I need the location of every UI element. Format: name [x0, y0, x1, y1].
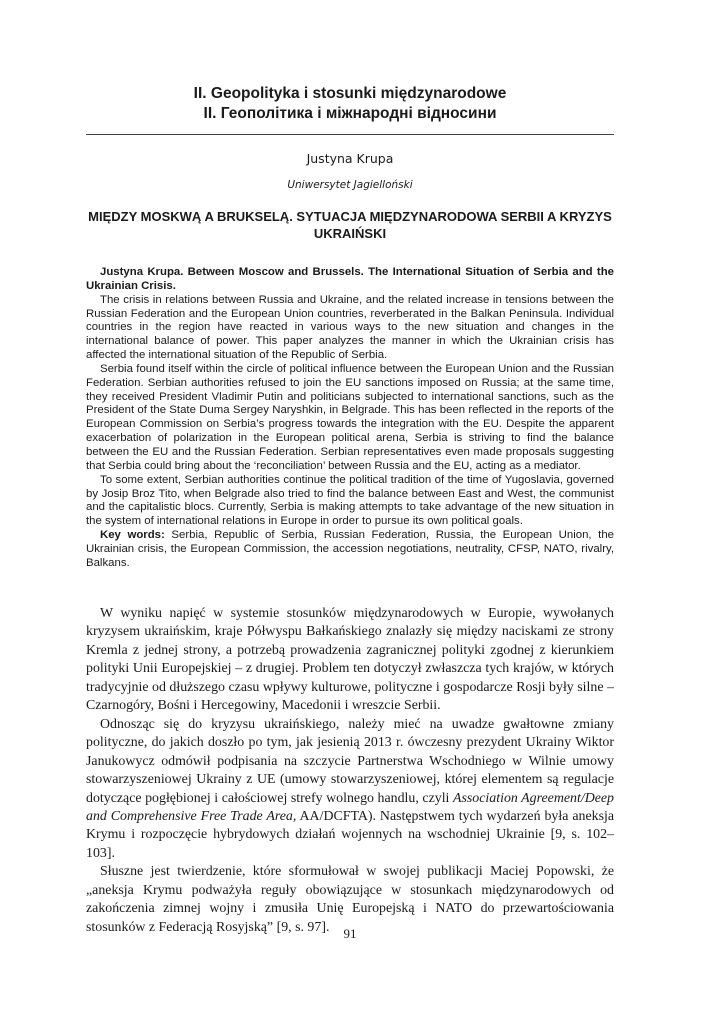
header-divider	[86, 134, 614, 135]
keywords-label: Key words:	[100, 529, 165, 542]
abstract-heading: Justyna Krupa. Between Moscow and Brussels. The International Situation of Serbia and the Ukrainian Crisis.	[86, 266, 614, 292]
article-title: MIĘDZY MOSKWĄ A BRUKSELĄ. SYTUACJA MIĘDZYNARODOWA SERBII A KRYZYS UKRAIŃSKI	[88, 209, 612, 241]
keywords-list: Serbia, Republic of Serbia, Russian Federation, Russia, the European Union, the Ukrainian crisis, the European Commission, the accession negotiations, neutrality, CFSP, NATO, rivalry, Balkans.	[86, 529, 615, 569]
section-heading-ukrainian: II. Геополітика і міжнародні відносини	[203, 105, 497, 122]
author-name: Justyna Krupa	[306, 151, 394, 166]
abstract-paragraph-3: To some extent, Serbian authorities continue the political tradition of the time of Yugoslavia, governed by Josip Broz Tito, when Belgrade also tried to find the balance between East and West, the communist and the capitalistic blocs. Currently, Serbia is making attempts to take advantage of the new situation in the system of international relations in Europe in order to pursue its own political goals.	[86, 473, 614, 528]
body-paragraph-2-start: Odnosząc się do kryzysu ukraińskiego, należy mieć na uwadze gwałtowne zmiany polityczne, do jakich doszło po tym, jak jesienią 2013 r. ówczesny prezydent Ukrainy Wiktor Janukowycz odmówił podpisania na szczycie Partnerstwa Wschodniego w Wilnie umowy stowarzyszeniowej Ukrainy z UE (umowy stowarzyszeniowej, której elementem są regulacje dotyczące pogłębionej i całościowej strefy wolnego handlu, czyli	[86, 716, 614, 806]
body-paragraph-2-italic: Association Agreement/Deep and Comprehensive Free Trade Area,	[86, 790, 614, 824]
abstract	[86, 266, 614, 571]
body-paragraph-3: Słuszne jest twierdzenie, które sformułował w swojej publikacji Maciej Popowski, że „aneksja Krymu podważyła reguły obowiązujące w stosunkach międzynarodowych od zakończenia zimnej wojny i zmusiła Unię Europejską i NATO do przewartościowania stosunków z Federacją Rosyjską” [9, s. 97].	[86, 864, 614, 935]
body-paragraph-2	[86, 716, 614, 864]
author-affiliation: Uniwersytet Jagielloński	[287, 179, 413, 191]
body-paragraph-1: W wyniku napięć w systemie stosunków międzynarodowych w Europie, wywołanych kryzysem ukraińskim, kraje Półwyspu Bałkańskiego znalazły się między naciskami ze strony Kremla z jednej strony, a potrzebą prowadzenia zagranicznej polityki zgodnej z kierunkiem polityki Unii Europejskiej – z drugiej. Problem ten dotyczył zwłaszcza tych krajów, w których tradycyjnie od dłuższego czasu wpływy kulturowe, polityczne i gospodarcze Rosji były silne – Czarnogóry, Bośni i Hercegowiny, Macedonii i wreszcie Serbii.	[86, 606, 614, 714]
abstract-paragraph-1: The crisis in relations between Russia and Ukraine, and the related increase in tensions between the Russian Federation and the European Union countries, reverberated in the Balkan Peninsula. Individual countries in the region have reacted in various ways to the new situation and changes in the international balance of power. This paper analyzes the manner in which the Ukrainian crisis has affected the international situation of the Republic of Serbia.	[86, 293, 614, 362]
section-heading	[86, 84, 614, 124]
abstract-keywords	[86, 529, 614, 571]
page-number: 91	[343, 926, 357, 941]
article-body	[86, 605, 614, 937]
section-heading-polish: II. Geopolityka i stosunki międzynarodowe	[193, 85, 507, 102]
body-paragraph-2-end: AA/DCFTA). Następstwem tych wydarzeń była aneksja Krymu i rozpoczęcie hybrydowych działań wojennych na wschodniej Ukrainie [9, s. 102–103].	[86, 808, 614, 861]
abstract-paragraph-2: Serbia found itself within the circle of political influence between the European Union and the Russian Federation. Serbian authorities refused to join the EU sanctions imposed on Russia; at the same time, they received President Vladimir Putin and politicians subjected to international sanctions, such as the President of the State Duma Sergey Naryshkin, in Belgrade. This has been reflected in the reports of the European Commission on Serbia’s progress towards the integration with the EU. Despite the apparent exacerbation of polarization in the European political arena, Serbia is striving to find the balance between the EU and the Russian Federation. Serbian representatives even made proposals suggesting that Serbia could bring about the ‘reconciliation’ between Russia and the EU, acting as a mediator.	[86, 362, 614, 472]
